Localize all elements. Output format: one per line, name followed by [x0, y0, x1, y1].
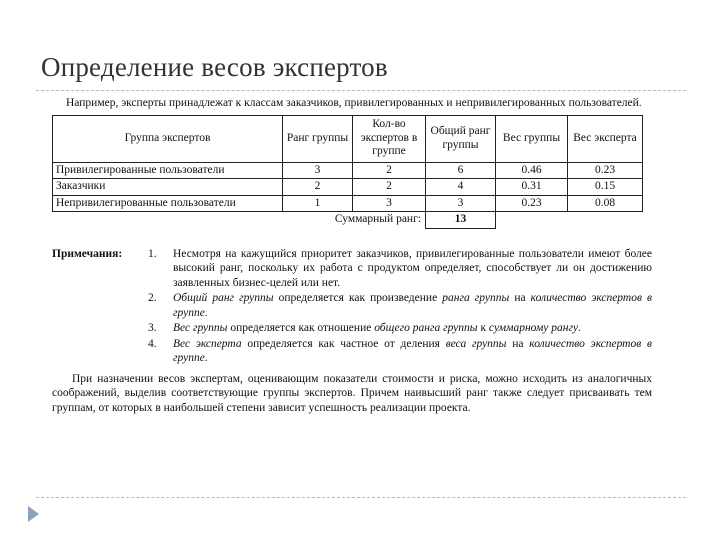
bottom-divider: [36, 497, 686, 498]
table-cell: 2: [353, 162, 426, 179]
header-cell: Группа экспертов: [53, 115, 283, 162]
header-cell: Вес эксперта: [568, 115, 643, 162]
table-cell: 3: [283, 162, 353, 179]
note-text: Общий ранг группы определяется как произведение ранга группы на количество экспертов в группе.: [173, 292, 653, 319]
closing-paragraph: При назначении весов экспертам, оценивающим показатели стоимости и риска, можно исходить из аналогичных соображений, выделив соответствующие группы экспертов. Причем наивысший ранг также следует присваивать тем группам, от которых в наибольшей степени зависит успешность реализации проекта.: [52, 372, 652, 414]
note-text: Вес группы определяется как отношение общего ранга группы к суммарному рангу.: [173, 322, 581, 334]
table-cell: 1: [283, 195, 353, 212]
group-name-cell: Непривилегированные пользователи: [53, 195, 283, 212]
table-cell: 0.08: [568, 195, 643, 212]
table-row: [53, 195, 643, 212]
table-cell: 3: [353, 195, 426, 212]
note-number: 3.: [148, 322, 157, 334]
intro-paragraph: Например, эксперты принадлежат к классам заказчиков, привилегированных и непривилегированных пользователей.: [66, 97, 642, 109]
table-cell: 0.46: [496, 162, 568, 179]
triangle-bullet-icon: [28, 506, 39, 522]
header-cell: Общий ранг группы: [426, 115, 496, 162]
sum-label: Суммарный ранг:: [334, 213, 421, 226]
group-name-cell: Заказчики: [53, 179, 283, 196]
table-cell: 6: [426, 162, 496, 179]
header-cell: Вес группы: [496, 115, 568, 162]
experts-table: [52, 115, 643, 229]
note-text: Несмотря на кажущийся приоритет заказчиков, привилегированные пользователи имеют более высокий ранг, поскольку их работа с продуктом определяет, способствует ли он достижению заявленных бизнес-целей или нет.: [173, 247, 652, 289]
note-item: [52, 247, 652, 291]
note-number: 2.: [148, 292, 157, 304]
note-number: 4.: [148, 337, 157, 350]
table-cell: 4: [426, 179, 496, 196]
note-item: [52, 321, 652, 336]
table-cell: 2: [353, 179, 426, 196]
top-divider: [36, 90, 686, 91]
table-row: [53, 179, 643, 196]
slide-title: Определение весов экспертов: [41, 52, 388, 82]
table-cell: 0.23: [568, 162, 643, 179]
table-cell: 0.31: [496, 179, 568, 196]
note-item: [52, 291, 652, 320]
table-cell: 0.15: [568, 179, 643, 196]
header-cell: Ранг группы: [283, 115, 353, 162]
table-cell: 3: [426, 195, 496, 212]
note-item: [52, 337, 652, 366]
table-row: [53, 162, 643, 179]
table-header-row: [53, 115, 643, 162]
sum-row: [53, 212, 643, 229]
table-cell: 0.23: [496, 195, 568, 212]
group-name-cell: Привилегированные пользователи: [53, 162, 283, 179]
note-text: Вес эксперта определяется как частное от деления веса группы на количество экспертов в группе.: [173, 337, 652, 364]
notes-label: Примечания:: [52, 247, 123, 260]
notes-section: [52, 247, 652, 366]
document-body: [52, 96, 652, 427]
sum-value: 13: [426, 212, 496, 229]
header-cell: Кол-во экспертов в группе: [353, 115, 426, 162]
table-cell: 2: [283, 179, 353, 196]
note-number: 1.: [148, 247, 157, 260]
